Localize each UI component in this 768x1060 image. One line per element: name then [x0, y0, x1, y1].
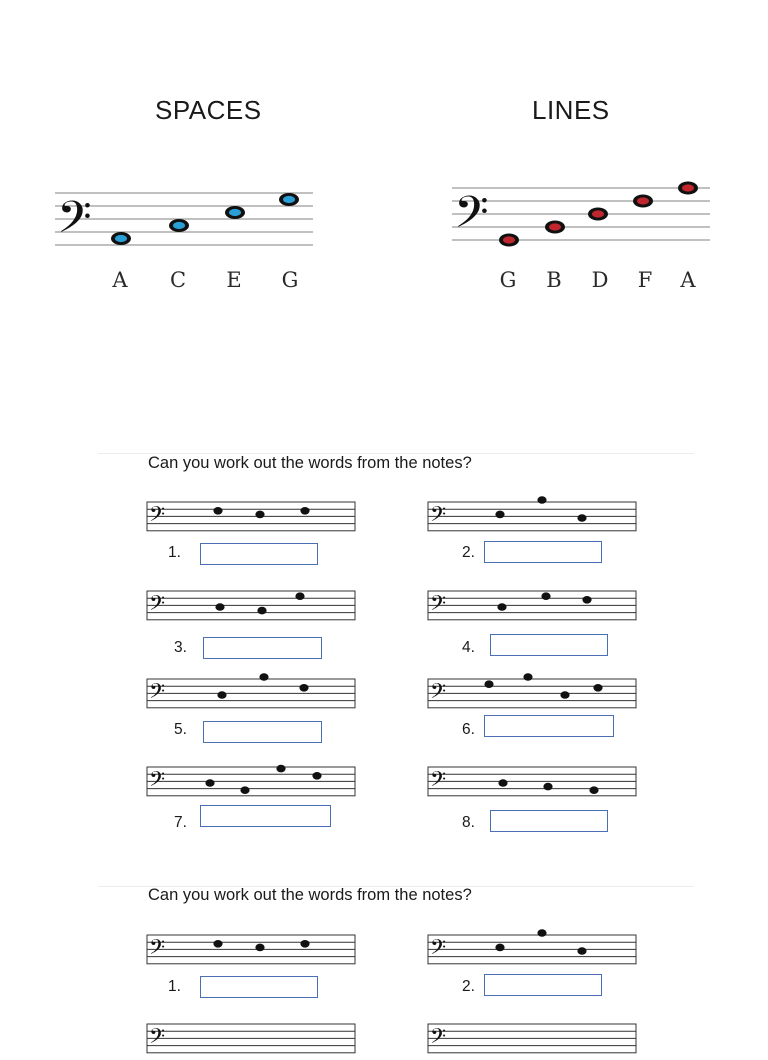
- ws2-q1-answer-box[interactable]: [200, 976, 318, 998]
- lines-letter-f: F: [637, 268, 653, 292]
- bass-clef-icon: 𝄢: [430, 501, 447, 531]
- note-head: [215, 603, 224, 611]
- note-head: [295, 592, 304, 600]
- lines-staff: [452, 180, 717, 255]
- note-head: [300, 507, 309, 515]
- note-head: [312, 772, 321, 780]
- bass-clef-icon: 𝄢: [149, 590, 166, 620]
- note-head: [259, 673, 268, 681]
- q5-answer-input[interactable]: [204, 722, 321, 742]
- bass-clef-icon: 𝄢: [149, 1023, 166, 1053]
- ws2-q1-number: 1.: [168, 978, 181, 995]
- q5-answer-box[interactable]: [203, 721, 322, 743]
- spaces-letter-a: A: [112, 268, 128, 292]
- note-head: [589, 786, 598, 794]
- spaces-letter-g: G: [281, 268, 299, 292]
- note-head: [205, 779, 214, 787]
- bass-clef-icon: 𝄢: [430, 1023, 447, 1053]
- note-head: [593, 684, 602, 692]
- ws2-q2-answer-input[interactable]: [485, 975, 601, 995]
- lines-letter-g: G: [499, 268, 517, 292]
- reference-note-highlight: [549, 223, 561, 230]
- q2-answer-box[interactable]: [484, 541, 602, 563]
- reference-note-highlight: [592, 210, 604, 217]
- q2-answer-input[interactable]: [485, 542, 601, 562]
- note-head: [498, 779, 507, 787]
- ws2-q4-staff-partial: [428, 1020, 638, 1060]
- q8-number: 8.: [462, 814, 475, 831]
- note-head: [537, 496, 546, 504]
- note-head: [541, 592, 550, 600]
- note-head: [560, 691, 569, 699]
- q1-staff: [147, 498, 357, 538]
- q2-staff: [428, 498, 638, 538]
- q3-number: 3.: [174, 639, 187, 656]
- q4-answer-input[interactable]: [491, 635, 607, 655]
- note-head: [240, 786, 249, 794]
- q8-staff: [428, 763, 638, 803]
- spaces-heading: SPACES: [155, 95, 262, 125]
- note-head: [213, 940, 222, 948]
- ws2-q2-answer-box[interactable]: [484, 974, 602, 996]
- note-head: [217, 691, 226, 699]
- reference-note-highlight: [503, 236, 515, 243]
- q6-answer-box[interactable]: [484, 715, 614, 737]
- q1-answer-box[interactable]: [200, 543, 318, 565]
- reference-note-highlight: [682, 184, 694, 191]
- note-head: [213, 507, 222, 515]
- bass-clef-icon: 𝄢: [430, 766, 447, 796]
- worksheet-2-title: Can you work out the words from the notes?: [148, 886, 472, 904]
- q7-number: 7.: [174, 814, 187, 831]
- note-head: [276, 765, 285, 773]
- q4-staff: [428, 587, 638, 627]
- reference-note-highlight: [115, 235, 127, 242]
- q3-answer-input[interactable]: [204, 638, 321, 658]
- q5-number: 5.: [174, 721, 187, 738]
- note-head: [523, 673, 532, 681]
- note-head: [495, 511, 504, 519]
- reference-note-highlight: [637, 197, 649, 204]
- spaces-letter-c: C: [169, 268, 187, 292]
- q4-answer-box[interactable]: [490, 634, 608, 656]
- lines-letter-b: B: [546, 268, 562, 292]
- q6-answer-input[interactable]: [485, 716, 613, 736]
- q1-number: 1.: [168, 544, 181, 561]
- ws2-q3-staff-partial: [147, 1020, 357, 1060]
- note-head: [300, 940, 309, 948]
- q8-answer-box[interactable]: [490, 810, 608, 832]
- lines-letter-a: A: [680, 268, 696, 292]
- bass-clef-icon: 𝄢: [430, 678, 447, 708]
- q4-number: 4.: [462, 639, 475, 656]
- worksheet-1-title: Can you work out the words from the notes?: [148, 454, 472, 472]
- bass-clef-icon: 𝄢: [430, 934, 447, 964]
- ws2-q2-staff: [428, 931, 638, 971]
- q7-staff: [147, 763, 357, 803]
- note-head: [577, 947, 586, 955]
- ws2-q2-number: 2.: [462, 978, 475, 995]
- bass-clef-icon: 𝄢: [57, 191, 92, 254]
- note-head: [255, 944, 264, 952]
- ws2-q1-staff: [147, 931, 357, 971]
- q2-number: 2.: [462, 544, 475, 561]
- bass-clef-icon: 𝄢: [430, 590, 447, 620]
- note-head: [299, 684, 308, 692]
- q5-staff: [147, 675, 357, 715]
- reference-note-highlight: [173, 222, 185, 229]
- lines-letter-d: D: [591, 268, 609, 292]
- q7-answer-input[interactable]: [201, 806, 330, 826]
- q8-answer-input[interactable]: [491, 811, 607, 831]
- note-head: [582, 596, 591, 604]
- q6-staff: [428, 675, 638, 715]
- bass-clef-icon: 𝄢: [149, 934, 166, 964]
- note-head: [495, 944, 504, 952]
- spaces-letter-e: E: [226, 268, 242, 292]
- q3-answer-box[interactable]: [203, 637, 322, 659]
- note-head: [577, 514, 586, 522]
- note-head: [543, 783, 552, 791]
- q7-answer-box[interactable]: [200, 805, 331, 827]
- bass-clef-icon: 𝄢: [149, 678, 166, 708]
- reference-note-highlight: [283, 196, 295, 203]
- note-head: [537, 929, 546, 937]
- lines-heading: LINES: [532, 95, 610, 125]
- note-head: [255, 511, 264, 519]
- bass-clef-icon: 𝄢: [149, 501, 166, 531]
- note-head: [497, 603, 506, 611]
- bass-clef-icon: 𝄢: [149, 766, 166, 796]
- ws2-q1-answer-input[interactable]: [201, 977, 317, 997]
- spaces-staff: [55, 185, 315, 255]
- q1-answer-input[interactable]: [201, 544, 317, 564]
- q6-number: 6.: [462, 721, 475, 738]
- q3-staff: [147, 587, 357, 627]
- note-head: [257, 607, 266, 615]
- bass-clef-icon: 𝄢: [454, 186, 489, 249]
- reference-note-highlight: [229, 209, 241, 216]
- note-head: [484, 680, 493, 688]
